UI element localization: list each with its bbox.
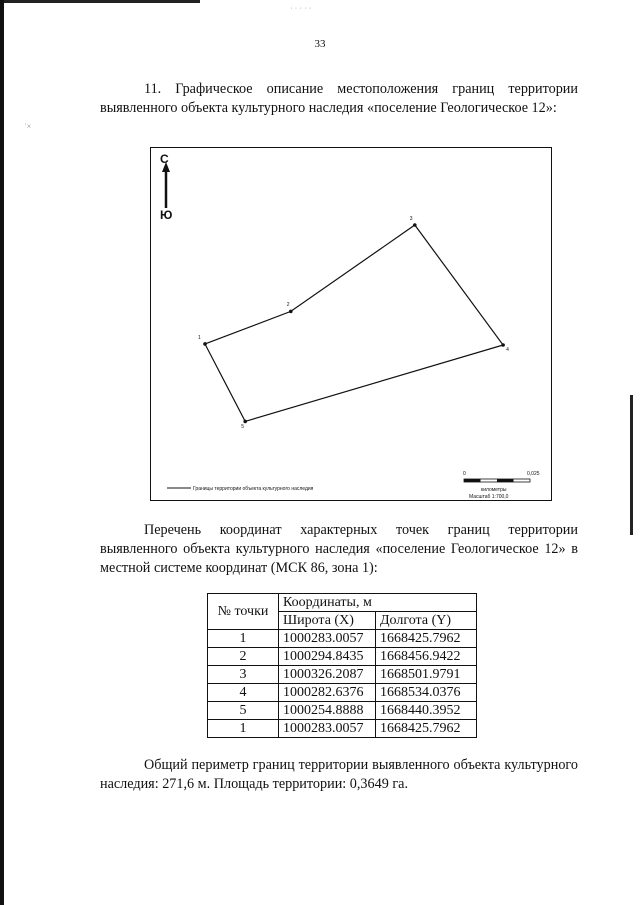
coordinates-table	[207, 593, 477, 738]
scale-unit-label: километры	[481, 487, 507, 493]
coordinates-intro: Перечень координат характерных точек границ территории выявленного объекта культурного наследия «поселение Геологическое 12» в местной системе координат (МСК 86, зона 1):	[100, 522, 578, 576]
table-row	[208, 720, 477, 738]
point-label: 4	[506, 346, 509, 353]
latitude-cell: 1000326.2087	[279, 666, 376, 684]
header-point-number: № точки	[208, 594, 279, 630]
header-latitude: Широта (X)	[279, 612, 376, 630]
point-label: 2	[286, 302, 290, 309]
latitude-cell: 1000283.0057	[279, 630, 376, 648]
latitude-cell: 1000283.0057	[279, 720, 376, 738]
longitude-cell: 1668425.7962	[376, 720, 477, 738]
scale-bar-segment	[497, 479, 514, 482]
boundary-map	[150, 147, 552, 501]
scan-noise: ˙ ˙ ˙ ˙ ˙	[290, 6, 312, 15]
point-number-cell: 4	[208, 684, 279, 702]
south-label: Ю	[160, 208, 173, 222]
scale-zero-label: 0	[463, 471, 466, 477]
header-coordinates: Координаты, м	[279, 594, 477, 612]
north-label: С	[160, 152, 169, 166]
point-number-cell: 3	[208, 666, 279, 684]
point-label: 3	[409, 216, 413, 222]
table-row	[208, 630, 477, 648]
point-label: 5	[241, 424, 244, 431]
page-number: 33	[314, 38, 326, 50]
section-heading: 11. Графическое описание местоположения границ территории выявленного объекта культурного наследия «поселение Геологическое 12»:	[100, 81, 578, 116]
table-header-row	[208, 594, 477, 612]
latitude-cell: 1000254.8888	[279, 702, 376, 720]
point-number-cell: 5	[208, 702, 279, 720]
longitude-cell: 1668425.7962	[376, 630, 477, 648]
boundary-point	[413, 223, 417, 227]
summary-text: Общий периметр границ территории выявленного объекта культурного наследия: 271,6 м. Площадь территории: 0,3649 га.	[100, 757, 578, 792]
point-number-cell: 1	[208, 630, 279, 648]
scale-max-label: 0,025	[527, 471, 540, 477]
scale-ratio-label: Масштаб 1:700,0	[469, 494, 509, 500]
scan-edge-right	[630, 395, 633, 535]
longitude-cell: 1668440.3952	[376, 702, 477, 720]
scan-edge-top	[0, 0, 200, 3]
point-number-cell: 1	[208, 720, 279, 738]
table-row	[208, 648, 477, 666]
latitude-cell: 1000282.6376	[279, 684, 376, 702]
scan-edge-left	[0, 0, 4, 905]
boundary-point	[243, 420, 247, 424]
legend-label: Границы территории объекта культурного наследия	[193, 486, 314, 492]
longitude-cell: 1668456.9422	[376, 648, 477, 666]
scale-bar-segment	[464, 479, 481, 482]
header-longitude: Долгота (Y)	[376, 612, 477, 630]
territory-boundary	[205, 225, 503, 421]
table-row	[208, 666, 477, 684]
point-number-cell: 2	[208, 648, 279, 666]
boundary-point	[289, 310, 293, 314]
scan-noise-mark: ˙×	[24, 122, 32, 131]
table-row	[208, 702, 477, 720]
table-row	[208, 684, 477, 702]
boundary-point	[501, 343, 505, 347]
map-drawing	[151, 148, 551, 500]
boundary-point	[203, 342, 207, 346]
longitude-cell: 1668501.9791	[376, 666, 477, 684]
longitude-cell: 1668534.0376	[376, 684, 477, 702]
latitude-cell: 1000294.8435	[279, 648, 376, 666]
point-label: 1	[198, 334, 201, 341]
